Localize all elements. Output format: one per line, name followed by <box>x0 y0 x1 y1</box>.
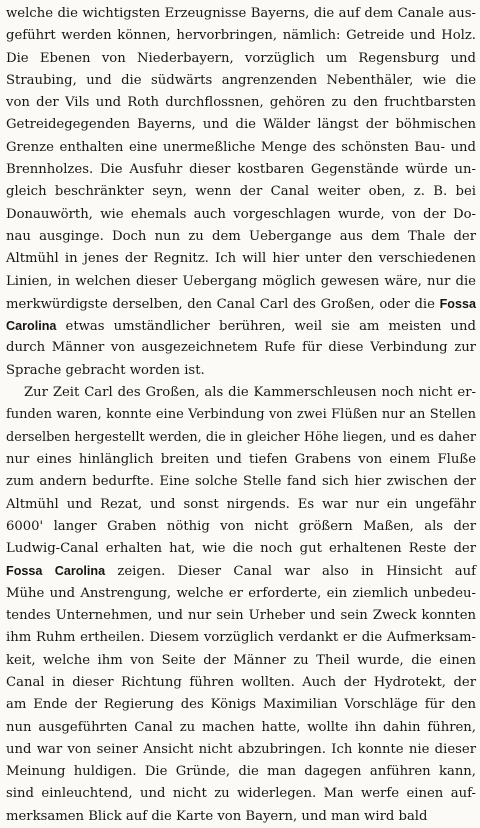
text-line: 6000' langer Graben nöthig von nicht größern Maßen, als der <box>6 518 476 534</box>
text-line: Mühe und Anstrengung, welche er erforderte, ein ziemlich unbedeu- <box>6 585 476 601</box>
text-line: Sprache gebracht worden ist. <box>6 362 205 378</box>
text-line: zum andern bedurfte. Eine solche Stelle fand sich hier zwischen der <box>6 474 476 490</box>
text-line: gleich beschränkter seyn, wenn der Canal weiter oben, z. B. bei <box>6 184 476 200</box>
text-line: von der Vils und Roth durchflossnen, gehören zu den fruchtbarsten <box>6 95 476 111</box>
text-line: Zur Zeit Carl des Großen, als die Kammerschleusen noch nicht er- <box>24 385 476 401</box>
text-line: sind einleuchtend, und nicht zu widerlegen. Man werfe einen auf- <box>6 786 476 802</box>
text-line: nau ausginge. Doch nun zu dem Uebergange aus dem Thale der <box>6 228 476 244</box>
text-line: Ludwig-Canal erhalten hat, wie die noch gut erhaltenen Reste der <box>6 541 476 557</box>
text-line: Meinung huldigen. Die Gründe, die man dagegen anführen kann, <box>6 764 476 780</box>
page-text <box>6 3 476 828</box>
text-line: nun ausgeführten Canal zu machen hatte, wollte ihn dahin führen, <box>6 719 476 735</box>
text-line: Fossa Carolina zeigen. Dieser Canal war also in Hinsicht auf <box>6 564 476 580</box>
text-line: am Ende der Regierung des Königs Maximilian Vorschläge für den <box>6 697 476 713</box>
text-line: Canal in dieser Richtung führen wollten. Auch der Hydrotekt, der <box>6 674 476 690</box>
text-line: Donauwörth, wie ehemals auch vorgeschlagen wurde, von der Do- <box>6 206 476 222</box>
text-line: geführt werden können, hervorbringen, nämlich: Getreide und Holz. <box>6 28 476 44</box>
text-line: Brennholzes. Die Ausfuhr dieser kostbaren Gegenstände würde un- <box>6 162 476 178</box>
text-line: Linien, in welchen dieser Uebergang möglich gewesen wäre, nur die <box>6 273 476 289</box>
text-line: Carolina etwas umständlicher berühren, weil sie am meisten und <box>6 319 476 335</box>
text-line: merksamen Blick auf die Karte von Bayern, und man wird bald <box>6 808 428 824</box>
text-line: Straubing, und die südwärts angrenzenden Nebenthäler, wie die <box>6 72 476 88</box>
text-line: durch Männer von ausgezeichnetem Rufe für diese Verbindung zur <box>6 340 476 356</box>
text-line: keit, welche ihm von Seite der Männer zu Theil wurde, die einen <box>6 652 476 668</box>
text-line: Altmühl in jenes der Regnitz. Ich will hier unter den verschiedenen <box>6 251 476 267</box>
text-line: Grenze enthalten eine unermeßliche Menge des schönsten Bau- und <box>6 139 476 155</box>
text-line: und war von seiner Ansicht nicht abzubringen. Ich konnte nie dieser <box>6 741 476 757</box>
text-line: nur eines hinlänglich breiten und tiefen Grabens von einem Fluße <box>6 451 476 467</box>
text-line: derselben hergestellt werden, die in gleicher Höhe liegen, und es daher <box>6 429 476 445</box>
text-line: welche die wichtigsten Erzeugnisse Bayerns, die auf dem Canale aus- <box>6 6 476 21</box>
text-line: funden waren, konnte eine Verbindung von zwei Flüßen nur an Stellen <box>6 407 476 423</box>
text-line: Altmühl und Rezat, und sonst nirgends. Es war nur ein ungefähr <box>6 496 476 512</box>
text-line: Die Ebenen von Niederbayern, vorzüglich um Regensburg und <box>6 50 476 66</box>
text-line: ihm Ruhm ertheilen. Diesem vorzüglich verdankt er die Aufmerksam- <box>6 630 476 646</box>
text-line: merkwürdigste derselben, den Canal Carl des Großen, oder die Fossa <box>6 296 476 312</box>
text-line: Getreidegegenden Bayerns, und die Wälder längst der böhmischen <box>6 117 476 133</box>
text-line: tendes Unternehmen, und nur sein Urheber und sein Zweck konnten <box>6 608 476 624</box>
